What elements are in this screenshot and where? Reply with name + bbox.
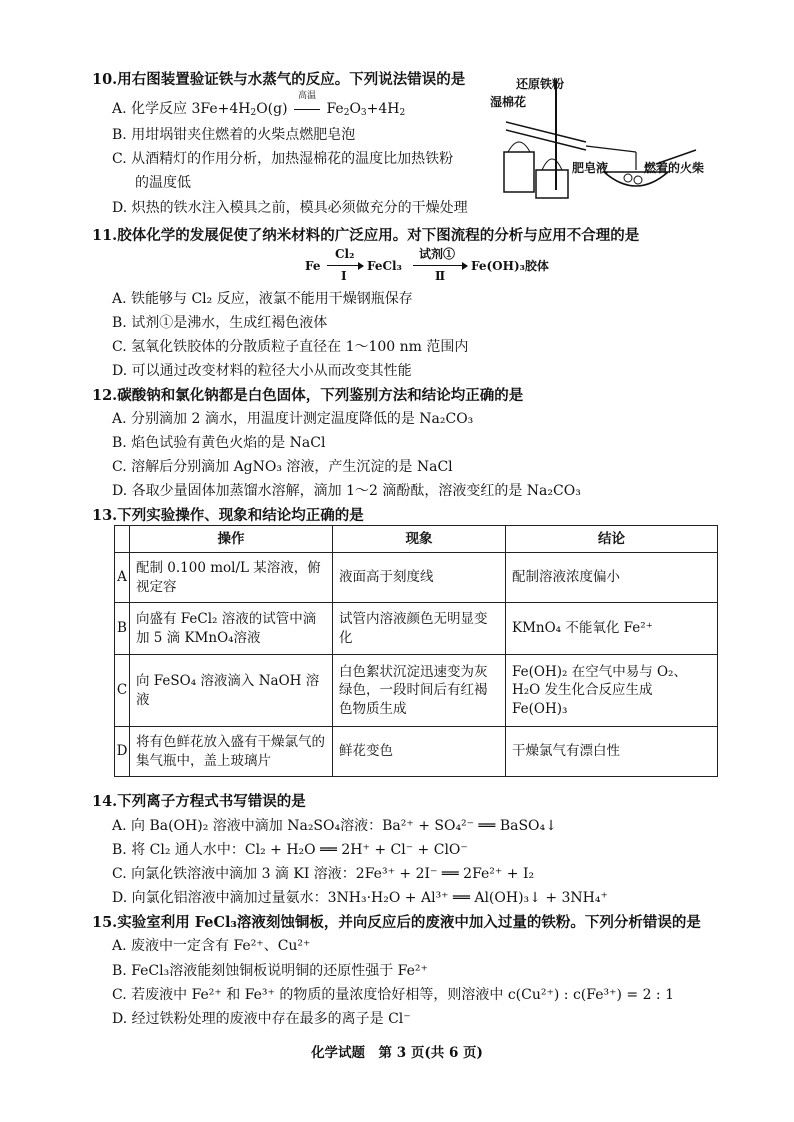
q15-option-a: A. 废液中一定含有 Fe²⁺、Cu²⁺	[112, 938, 311, 954]
row-conclusion: 干燥氯气有漂白性	[506, 727, 718, 777]
flow-fe: Fe	[305, 259, 321, 273]
q14-option-c: C. 向氯化铁溶液中滴加 3 滴 KI 溶液：2Fe³⁺ + 2I⁻ ══ 2Fe²⁺ + I₂	[112, 866, 535, 882]
q10-option-c-cont: 的温度低	[135, 175, 191, 191]
q11-stem	[92, 226, 639, 246]
label-burning-match: 燃着的火柴	[644, 161, 705, 175]
flow-step2-bottom: Ⅱ	[435, 269, 446, 283]
row-conclusion: KMnO₄ 不能氧化 Fe²⁺	[506, 603, 718, 655]
q14-number: 14.	[92, 793, 118, 810]
q14-stem-text: 下列离子方程式书写错误的是	[117, 793, 306, 810]
q11-option-d: D. 可以通过改变材料的粒径大小从而改变其性能	[112, 363, 412, 379]
q10-a-mid: O(g)	[256, 101, 288, 117]
table-row	[115, 553, 718, 603]
row-operation: 配制 0.100 mol/L 某溶液，俯视定容	[130, 553, 333, 603]
row-phenomenon: 鲜花变色	[333, 727, 506, 777]
q10-a-condition	[292, 91, 322, 119]
q15-stem-text: 实验室利用 FeCl₃溶液刻蚀铜板，并向反应后的废液中加入过量的铁粉。下列分析错误的是	[117, 914, 701, 931]
row-operation: 将有色鲜花放入盛有干燥氯气的集气瓶中，盖上玻璃片	[130, 727, 333, 777]
q12-option-c: C. 溶解后分别滴加 AgNO₃ 溶液，产生沉淀的是 NaCl	[112, 459, 453, 475]
q11-option-c: C. 氢氧化铁胶体的分散质粒子直径在 1～100 nm 范围内	[112, 339, 469, 355]
q10-option-b: B. 用坩埚钳夹住燃着的火柴点燃肥皂泡	[112, 127, 356, 143]
q11-option-a: A. 铁能够与 Cl₂ 反应，液氯不能用干燥钢瓶保存	[112, 291, 413, 307]
row-key: C	[115, 655, 130, 727]
q10-option-c: C. 从酒精灯的作用分析，加热湿棉花的温度比加热铁粉	[112, 151, 454, 167]
table-row	[115, 727, 718, 777]
q10-option-d: D. 炽热的铁水注入模具之前，模具必须做充分的干燥处理	[112, 200, 468, 216]
label-iron-powder: 还原铁粉	[516, 77, 565, 91]
q10-number: 10.	[92, 71, 118, 88]
q12-option-a: A. 分别滴加 2 滴水，用温度计测定温度降低的是 Na₂CO₃	[112, 411, 474, 427]
q11-stem-text: 胶体化学的发展促使了纳米材料的广泛应用。对下图流程的分析与应用不合理的是	[117, 227, 640, 244]
table-row	[115, 603, 718, 655]
flow-arrow-2	[413, 265, 467, 266]
label-soap-solution: 肥皂液	[572, 161, 609, 175]
q12-stem	[92, 386, 523, 406]
q10-apparatus	[486, 70, 716, 220]
q11-option-b: B. 试剂①是沸水，生成红褐色液体	[112, 315, 328, 331]
q14-option-b: B. 将 Cl₂ 通人水中：Cl₂ + H₂O ══ 2H⁺ + Cl⁻ + ClO⁻	[112, 842, 468, 858]
label-wet-cotton: 湿棉花	[490, 95, 527, 109]
table-row	[115, 655, 718, 727]
q15-option-b: B. FeCl₃溶液能刻蚀铜板说明铜的还原性强于 Fe²⁺	[112, 963, 428, 979]
q15-stem	[92, 913, 701, 933]
q15-option-d: D. 经过铁粉处理的废液中存在最多的离子是 Cl⁻	[112, 1011, 411, 1027]
q10-stem-text: 用右图装置验证铁与水蒸气的反应。下列说法错误的是	[117, 71, 466, 88]
q10-a-prefix: A. 化学反应 3Fe+4H	[112, 101, 251, 117]
apparatus-drawing	[486, 70, 716, 220]
q10-stem	[92, 70, 465, 90]
q10-a-after3: +4H	[366, 101, 400, 117]
flow-step1-top: Cl₂	[335, 247, 355, 261]
q10-option-a: A. 化学反应 $3Fe+4H_2O(g)$ 高温 $Fe_2O_3+4H_2$	[112, 91, 406, 118]
flow-end: Fe(OH)₃胶体	[471, 259, 549, 273]
q12-option-b: B. 焰色试验有黄色火焰的是 NaCl	[112, 435, 326, 451]
row-phenomenon: 试管内溶液颜色无明显变化	[333, 603, 506, 655]
q12-stem-text: 碳酸钠和氯化钠都是白色固体，下列鉴别方法和结论均正确的是	[117, 387, 524, 404]
row-operation: 向 FeSO₄ 溶液滴入 NaOH 溶液	[130, 655, 333, 727]
q13-stem	[92, 506, 364, 526]
flow-fecl3: FeCl₃	[367, 259, 402, 273]
row-key: A	[115, 553, 130, 603]
row-phenomenon: 液面高于刻度线	[333, 553, 506, 603]
row-key: B	[115, 603, 130, 655]
q13-number: 13.	[92, 507, 118, 524]
table-header-row	[115, 526, 718, 553]
q12-option-d: D. 各取少量固体加蒸馏水溶解，滴加 1～2 滴酚酞，溶液变红的是 Na₂CO₃	[112, 483, 581, 499]
flow-step1-bottom: Ⅰ	[341, 269, 347, 283]
q14-option-a: A. 向 Ba(OH)₂ 溶液中滴加 Na₂SO₄溶液：Ba²⁺ + SO₄²⁻ ══ BaSO₄↓	[112, 818, 557, 834]
q14-option-d: D. 向氯化铝溶液中滴加过量氨水：3NH₃·H₂O + Al³⁺ ══ Al(OH)₃↓ + 3NH₄⁺	[112, 890, 608, 906]
q13-table	[114, 525, 718, 777]
row-operation: 向盛有 FeCl₂ 溶液的试管中滴加 5 滴 KMnO₄溶液	[130, 603, 333, 655]
header-conclusion: 结论	[506, 526, 718, 553]
header-operation: 操作	[130, 526, 333, 553]
q14-stem	[92, 792, 306, 812]
header-phenomenon: 现象	[333, 526, 506, 553]
row-conclusion: Fe(OH)₂ 在空气中易与 O₂、H₂O 发生化合反应生成 Fe(OH)₃	[506, 655, 718, 727]
q10-a-after: Fe	[326, 101, 344, 117]
page-footer: 化学试题 第 3 页(共 6 页)	[311, 1045, 483, 1061]
q10-a-cond-text: 高温	[298, 91, 317, 101]
row-conclusion: 配制溶液浓度偏小	[506, 553, 718, 603]
header-key	[115, 526, 130, 553]
q15-option-c: C. 若废液中 Fe²⁺ 和 Fe³⁺ 的物质的量浓度恰好相等，则溶液中 c(Cu²⁺) : c(Fe³⁺) = 2 : 1	[112, 987, 675, 1003]
flow-arrow-1	[327, 265, 363, 266]
q12-number: 12.	[92, 387, 118, 404]
q11-number: 11.	[92, 227, 118, 244]
row-phenomenon: 白色絮状沉淀迅速变为灰绿色，一段时间后有红褐色物质生成	[333, 655, 506, 727]
q15-number: 15.	[92, 914, 118, 931]
q13-stem-text: 下列实验操作、现象和结论均正确的是	[117, 507, 364, 524]
row-key: D	[115, 727, 130, 777]
q10-a-after2: O	[349, 101, 361, 117]
flow-step2-top: 试剂①	[419, 247, 456, 261]
